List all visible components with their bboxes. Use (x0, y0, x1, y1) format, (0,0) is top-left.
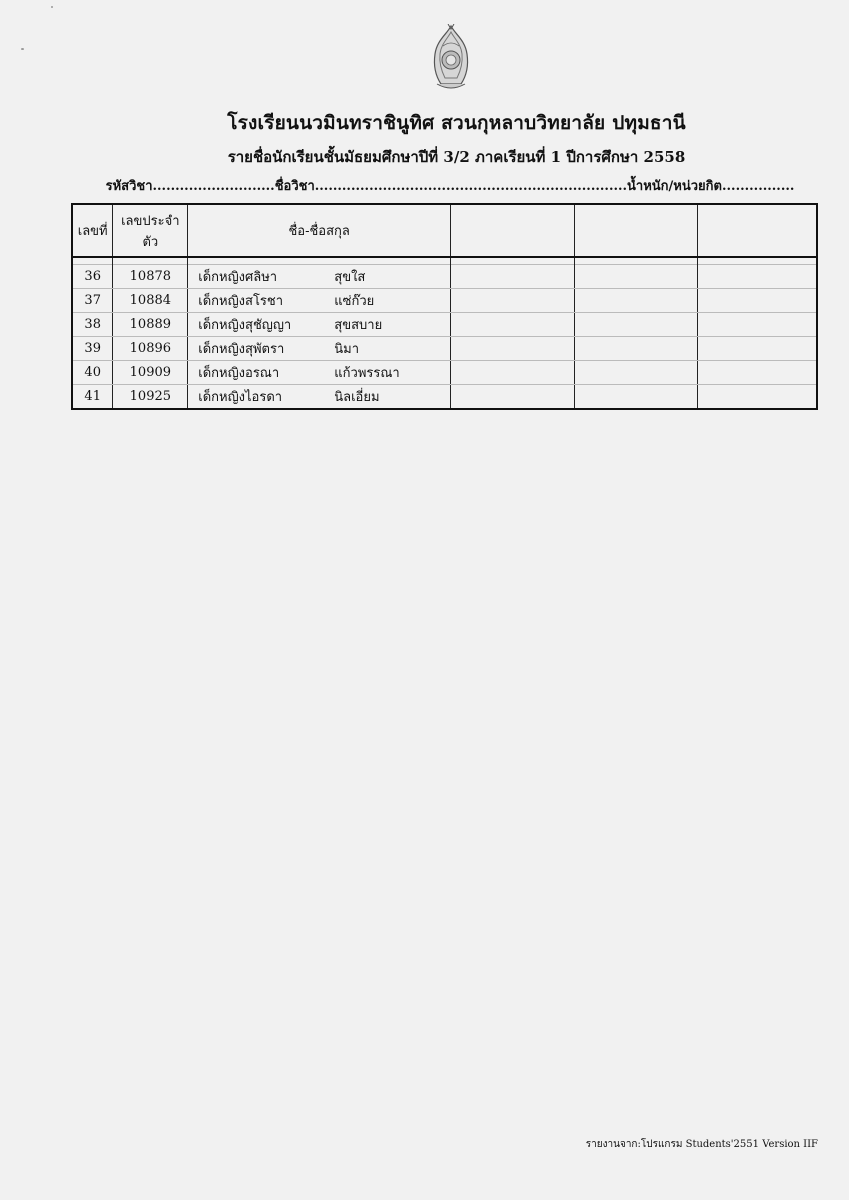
table-header-row (72, 204, 817, 257)
blank-cell (574, 337, 697, 361)
scan-speck (51, 6, 53, 8)
table-row (72, 337, 817, 361)
table-row (72, 361, 817, 385)
student-first-name: เด็กหญิงสุพัตรา (198, 342, 285, 357)
class-roster-subtitle: รายชื่อนักเรียนชั้นมัธยมศึกษาปีที่ 3/2 ภาคเรียนที่ 1 ปีการศึกษา 2558 (227, 148, 686, 166)
subject-line: รหัสวิชา...........................ชื่อวิชา.....................................................................น้ำหนัก/หน่วยกิต................ (105, 179, 795, 194)
student-number: 37 (72, 289, 113, 313)
student-id: 10909 (113, 361, 188, 385)
student-last-name: นิมา (334, 342, 360, 357)
blank-cell (574, 289, 697, 313)
student-number: 36 (72, 265, 113, 289)
school-name: โรงเรียนนวมินทราชินูทิศ สวนกุหลาบวิทยาลัย ปทุมธานี (227, 112, 686, 134)
column-header-student-id: เลขประจำตัว (113, 204, 188, 257)
blank-cell (697, 289, 817, 313)
student-first-name: เด็กหญิงสโรชา (198, 294, 284, 309)
blank-cell (451, 385, 574, 410)
student-last-name: แก้วพรรณา (334, 366, 400, 381)
column-header-blank (574, 204, 697, 257)
blank-cell (451, 313, 574, 337)
student-number: 41 (72, 385, 113, 410)
student-name (188, 361, 451, 385)
student-number: 39 (72, 337, 113, 361)
student-name (188, 385, 451, 410)
scan-speck (21, 48, 24, 50)
student-name (188, 337, 451, 361)
school-emblem-icon (431, 24, 471, 92)
blank-cell (697, 385, 817, 410)
blank-cell (574, 361, 697, 385)
student-id: 10896 (113, 337, 188, 361)
blank-cell (574, 265, 697, 289)
table-row (72, 385, 817, 410)
student-number: 40 (72, 361, 113, 385)
blank-cell (451, 265, 574, 289)
student-last-name: แซ่ก๊วย (334, 294, 375, 309)
column-header-blank (451, 204, 574, 257)
student-name (188, 265, 451, 289)
student-number: 38 (72, 313, 113, 337)
column-header-name: ชื่อ-ชื่อสกุล (188, 204, 451, 257)
student-first-name: เด็กหญิงศลิษา (198, 270, 278, 285)
blank-cell (451, 289, 574, 313)
student-first-name: เด็กหญิงอรณา (198, 366, 280, 381)
blank-cell (451, 337, 574, 361)
table-row (72, 289, 817, 313)
student-name (188, 289, 451, 313)
student-first-name: เด็กหญิงสุชัญญา (198, 318, 292, 333)
blank-cell (697, 265, 817, 289)
table-spacer-row (72, 257, 817, 265)
student-id: 10878 (113, 265, 188, 289)
blank-cell (574, 313, 697, 337)
student-last-name: สุขใส (334, 270, 366, 285)
column-header-number: เลขที่ (72, 204, 113, 257)
student-id: 10925 (113, 385, 188, 410)
student-id: 10889 (113, 313, 188, 337)
student-roster-table (71, 203, 818, 410)
table-row (72, 313, 817, 337)
blank-cell (697, 361, 817, 385)
report-footer: รายงานจาก:โปรแกรม Students'2551 Version IIF (585, 1139, 818, 1150)
student-first-name: เด็กหญิงไอรดา (198, 390, 283, 405)
student-last-name: สุขสบาย (334, 318, 383, 333)
blank-cell (697, 313, 817, 337)
student-id: 10884 (113, 289, 188, 313)
column-header-blank (697, 204, 817, 257)
blank-cell (697, 337, 817, 361)
blank-cell (451, 361, 574, 385)
table-row (72, 265, 817, 289)
student-last-name: นิลเอี่ยม (334, 390, 380, 405)
blank-cell (574, 385, 697, 410)
student-name (188, 313, 451, 337)
